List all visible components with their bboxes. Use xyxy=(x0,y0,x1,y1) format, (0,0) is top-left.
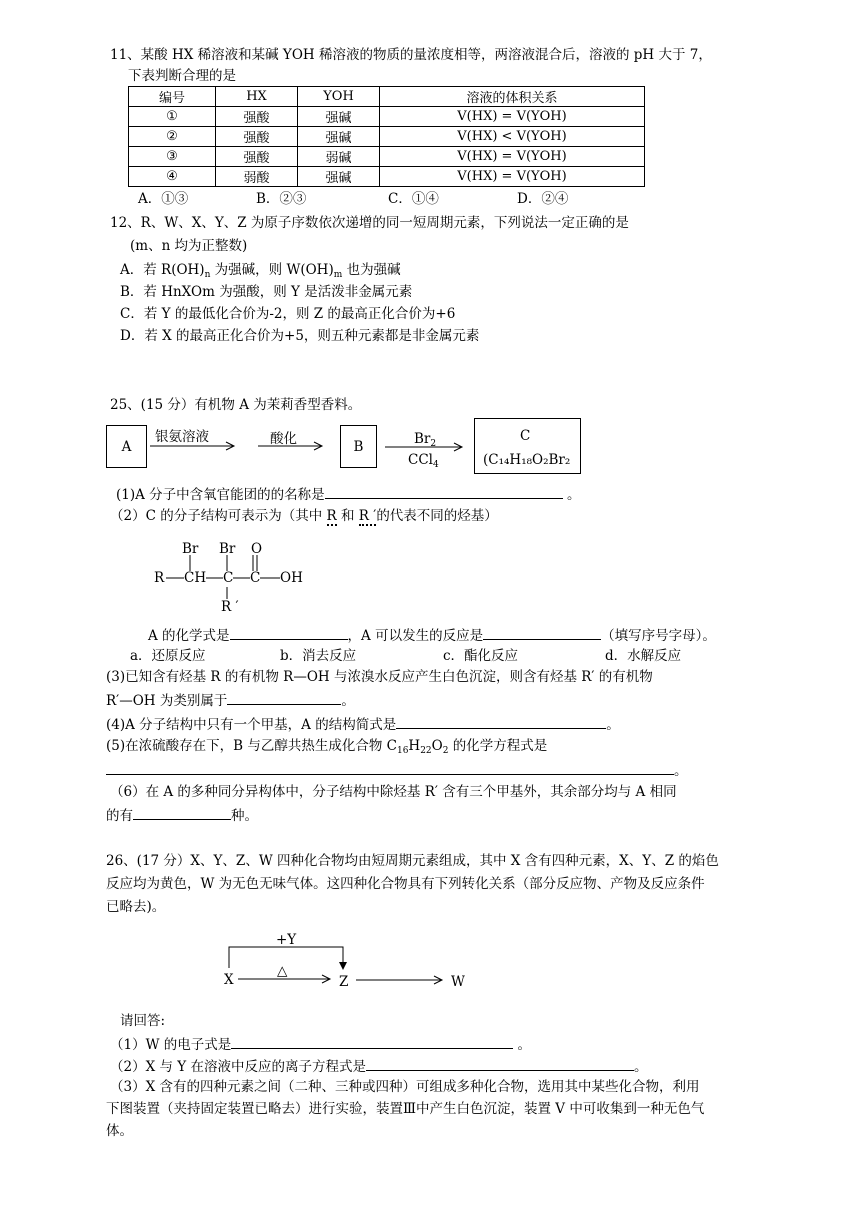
subscript: 16 xyxy=(396,746,409,756)
struct-r: R xyxy=(154,570,165,586)
emphasis-r: R xyxy=(326,508,337,524)
q26-ask: 请回答: xyxy=(120,1013,166,1029)
q12-stem-line1: 12、R、W、X、Y、Z 为原子序数依次递增的同一短周期元素，下列说法一定正确的是 xyxy=(110,215,629,231)
q25-stem: 25、(15 分）有机物 A 为茉莉香型香料。 xyxy=(110,397,362,413)
q25-part5-text: H xyxy=(408,738,421,754)
scheme-plus-y: +Y xyxy=(276,932,297,948)
q25-part1-end: 。 xyxy=(562,487,581,503)
answer-blank[interactable] xyxy=(231,1034,513,1049)
q25-part6-line1: （6）在 A 的多种同分异构体中，分子结构中除烃基 R′ 含有三个甲基外，其余部分均与 A 相同 xyxy=(110,784,677,800)
q26-stem-line2: 反应均为黄色，W 为无色无味气体。这四种化合物具有下列转化关系（部分反应物、产物及反应条件 xyxy=(106,876,705,892)
compound-c-label: C xyxy=(520,428,531,444)
table-header-cell: YOH xyxy=(298,87,380,107)
table-cell: 强酸 xyxy=(216,127,298,147)
struct-br-2: Br xyxy=(219,541,236,557)
scheme-x: X xyxy=(224,972,234,988)
table-header-cell: 溶液的体积关系 xyxy=(380,87,645,107)
struct-ch: CH xyxy=(184,570,207,586)
compound-c-formula: (C₁₄H₁₈O₂Br₂ xyxy=(483,452,571,468)
q25-part6-text: 种。 xyxy=(231,808,258,824)
reagent-text: CCl xyxy=(408,452,433,468)
q26-part2 xyxy=(110,1056,648,1076)
table-cell: V(HX) = V(YOH) xyxy=(380,147,645,167)
q26-part2-end: 。 xyxy=(634,1059,648,1075)
q25-part2b-text: A 的化学式是 xyxy=(148,628,230,644)
q26-part2-text: （2）X 与 Y 在溶液中反应的离子方程式是 xyxy=(110,1059,366,1075)
reagent-text: Br xyxy=(414,431,431,447)
subscript: 2 xyxy=(430,439,437,449)
q25-part5-text: 的化学方程式是 xyxy=(448,738,548,754)
q25-part4-end: 。 xyxy=(606,717,620,733)
q25-part3-end: 。 xyxy=(341,693,355,709)
struct-c-2: C xyxy=(250,570,261,586)
struct-o: O xyxy=(251,541,263,557)
q25-part2b-text: ，A 可以发生的反应是 xyxy=(347,628,484,644)
table-cell: 弱酸 xyxy=(216,167,298,187)
q25-part5-text: (5)在浓硫酸存在下，B 与乙醇共热生成化合物 C xyxy=(106,738,397,754)
scheme-w: W xyxy=(451,974,465,990)
answer-blank[interactable] xyxy=(366,1056,634,1071)
q26-stem-line1: 26、(17 分）X、Y、Z、W 四种化合物均由短周期元素组成，其中 X 含有四种元素，X、Y、Z 的焰色 xyxy=(106,853,719,869)
struct-c-1: C xyxy=(223,570,234,586)
emphasis-r-prime: R ′ xyxy=(358,508,377,524)
step2-reagent: 酸化 xyxy=(270,431,297,447)
q25-part4-text: (4)A 分子结构中只有一个甲基，A 的结构简式是 xyxy=(106,717,397,733)
q26-part1-text: （1）W 的电子式是 xyxy=(110,1037,232,1053)
table-cell: ① xyxy=(129,107,216,127)
q25-part2-text: 的代表不同的烃基） xyxy=(376,508,498,524)
q11-stem-line2: 下表判断合理的是 xyxy=(128,68,236,84)
q25-part2-text: （2）C 的分子结构可表示为（其中 xyxy=(110,508,327,524)
compound-b-label: B xyxy=(353,438,364,455)
struct-r-prime: R ′ xyxy=(221,599,239,615)
table-cell: V(HX) < V(YOH) xyxy=(380,127,645,147)
table-cell: ② xyxy=(129,127,216,147)
q25-part3-line1: (3)已知含有烃基 R 的有机物 R—OH 与浓溴水反应产生白色沉淀，则含有烃基 R′ 的有机物 xyxy=(106,669,653,685)
q26-part3-line1: （3）X 含有的四种元素之间（二种、三种或四种）可组成多种化合物，选用其中某些化合物，利用 xyxy=(110,1079,700,1095)
q26-part3-line3: 体。 xyxy=(106,1123,133,1139)
q26-stem-line3: 已略去)。 xyxy=(106,899,166,915)
q11-stem-line1: 11、某酸 HX 稀溶液和某碱 YOH 稀溶液的物质的量浓度相等，两溶液混合后，溶液的 pH 大于 7， xyxy=(110,47,712,63)
scheme-z: Z xyxy=(339,974,349,990)
table-cell: V(HX) = V(YOH) xyxy=(380,167,645,187)
reaction-option-a: a．还原反应 xyxy=(130,648,206,664)
scheme-delta: △ xyxy=(277,963,288,979)
subscript: 2 xyxy=(442,746,449,756)
q12-option-b: B．若 HnXOm 为强酸，则 Y 是活泼非金属元素 xyxy=(120,284,413,300)
table-cell: 强碱 xyxy=(298,107,380,127)
q26-part1-end: 。 xyxy=(513,1037,532,1053)
subscript: n xyxy=(204,270,211,280)
struct-br-1: Br xyxy=(182,541,199,557)
reaction-option-c: c．酯化反应 xyxy=(443,648,519,664)
q26-part3-line2: 下图装置（夹持固定装置已略去）进行实验，装置Ⅲ中产生白色沉淀，装置 V 中可收集到一种无色气 xyxy=(106,1101,705,1117)
struct-oh: OH xyxy=(280,570,303,586)
subscript: 22 xyxy=(420,746,432,756)
table-cell: 强酸 xyxy=(216,107,298,127)
q12-option-a-text: 也为强碱 xyxy=(342,262,401,278)
q11-option-c: C．①④ xyxy=(388,191,439,207)
table-cell: 强酸 xyxy=(216,147,298,167)
step1-reagent: 银氨溶液 xyxy=(155,429,209,445)
q25-part3-text: R′—OH 为类别属于 xyxy=(106,693,228,709)
q25-part2-text: 和 xyxy=(336,508,359,524)
table-cell: ④ xyxy=(129,167,216,187)
q25-part5-text: O xyxy=(431,738,443,754)
q25-part5-end: 。 xyxy=(674,763,688,779)
q12-option-d: D．若 X 的最高正化合价为+5，则五种元素都是非金属元素 xyxy=(120,328,480,344)
reaction-option-b: b．消去反应 xyxy=(280,648,357,664)
q11-option-a: A．①③ xyxy=(138,191,189,207)
reaction-option-d: d．水解反应 xyxy=(605,648,682,664)
compound-a-label: A xyxy=(121,438,132,455)
q11-option-b: B．②③ xyxy=(256,191,307,207)
table-cell: ③ xyxy=(129,147,216,167)
table-cell: V(HX) = V(YOH) xyxy=(380,107,645,127)
q25-part6-text: 的有 xyxy=(106,808,133,824)
table-cell: 强碱 xyxy=(298,167,380,187)
table-cell: 弱碱 xyxy=(298,147,380,167)
q12-option-a-text: A．若 R(OH) xyxy=(120,262,205,278)
subscript: m xyxy=(333,270,343,280)
subscript: 4 xyxy=(432,460,439,470)
q25-part2b-text: （填写序号字母）。 xyxy=(601,628,716,644)
q11-option-d: D．②④ xyxy=(517,191,569,207)
table-header-cell: HX xyxy=(216,87,298,107)
table-header-cell: 编号 xyxy=(129,87,216,107)
q25-part1-text: (1)A 分子中含氧官能团的的名称是 xyxy=(116,487,325,503)
q12-stem-line2: (m、n 均为正整数) xyxy=(130,238,248,254)
q26-part1 xyxy=(110,1034,531,1054)
table-cell: 强碱 xyxy=(298,127,380,147)
q12-option-a-text: 为强碱，则 W(OH) xyxy=(210,262,334,278)
q12-option-c: C．若 Y 的最低化合价为-2，则 Z 的最高正化合价为+6 xyxy=(120,306,456,322)
